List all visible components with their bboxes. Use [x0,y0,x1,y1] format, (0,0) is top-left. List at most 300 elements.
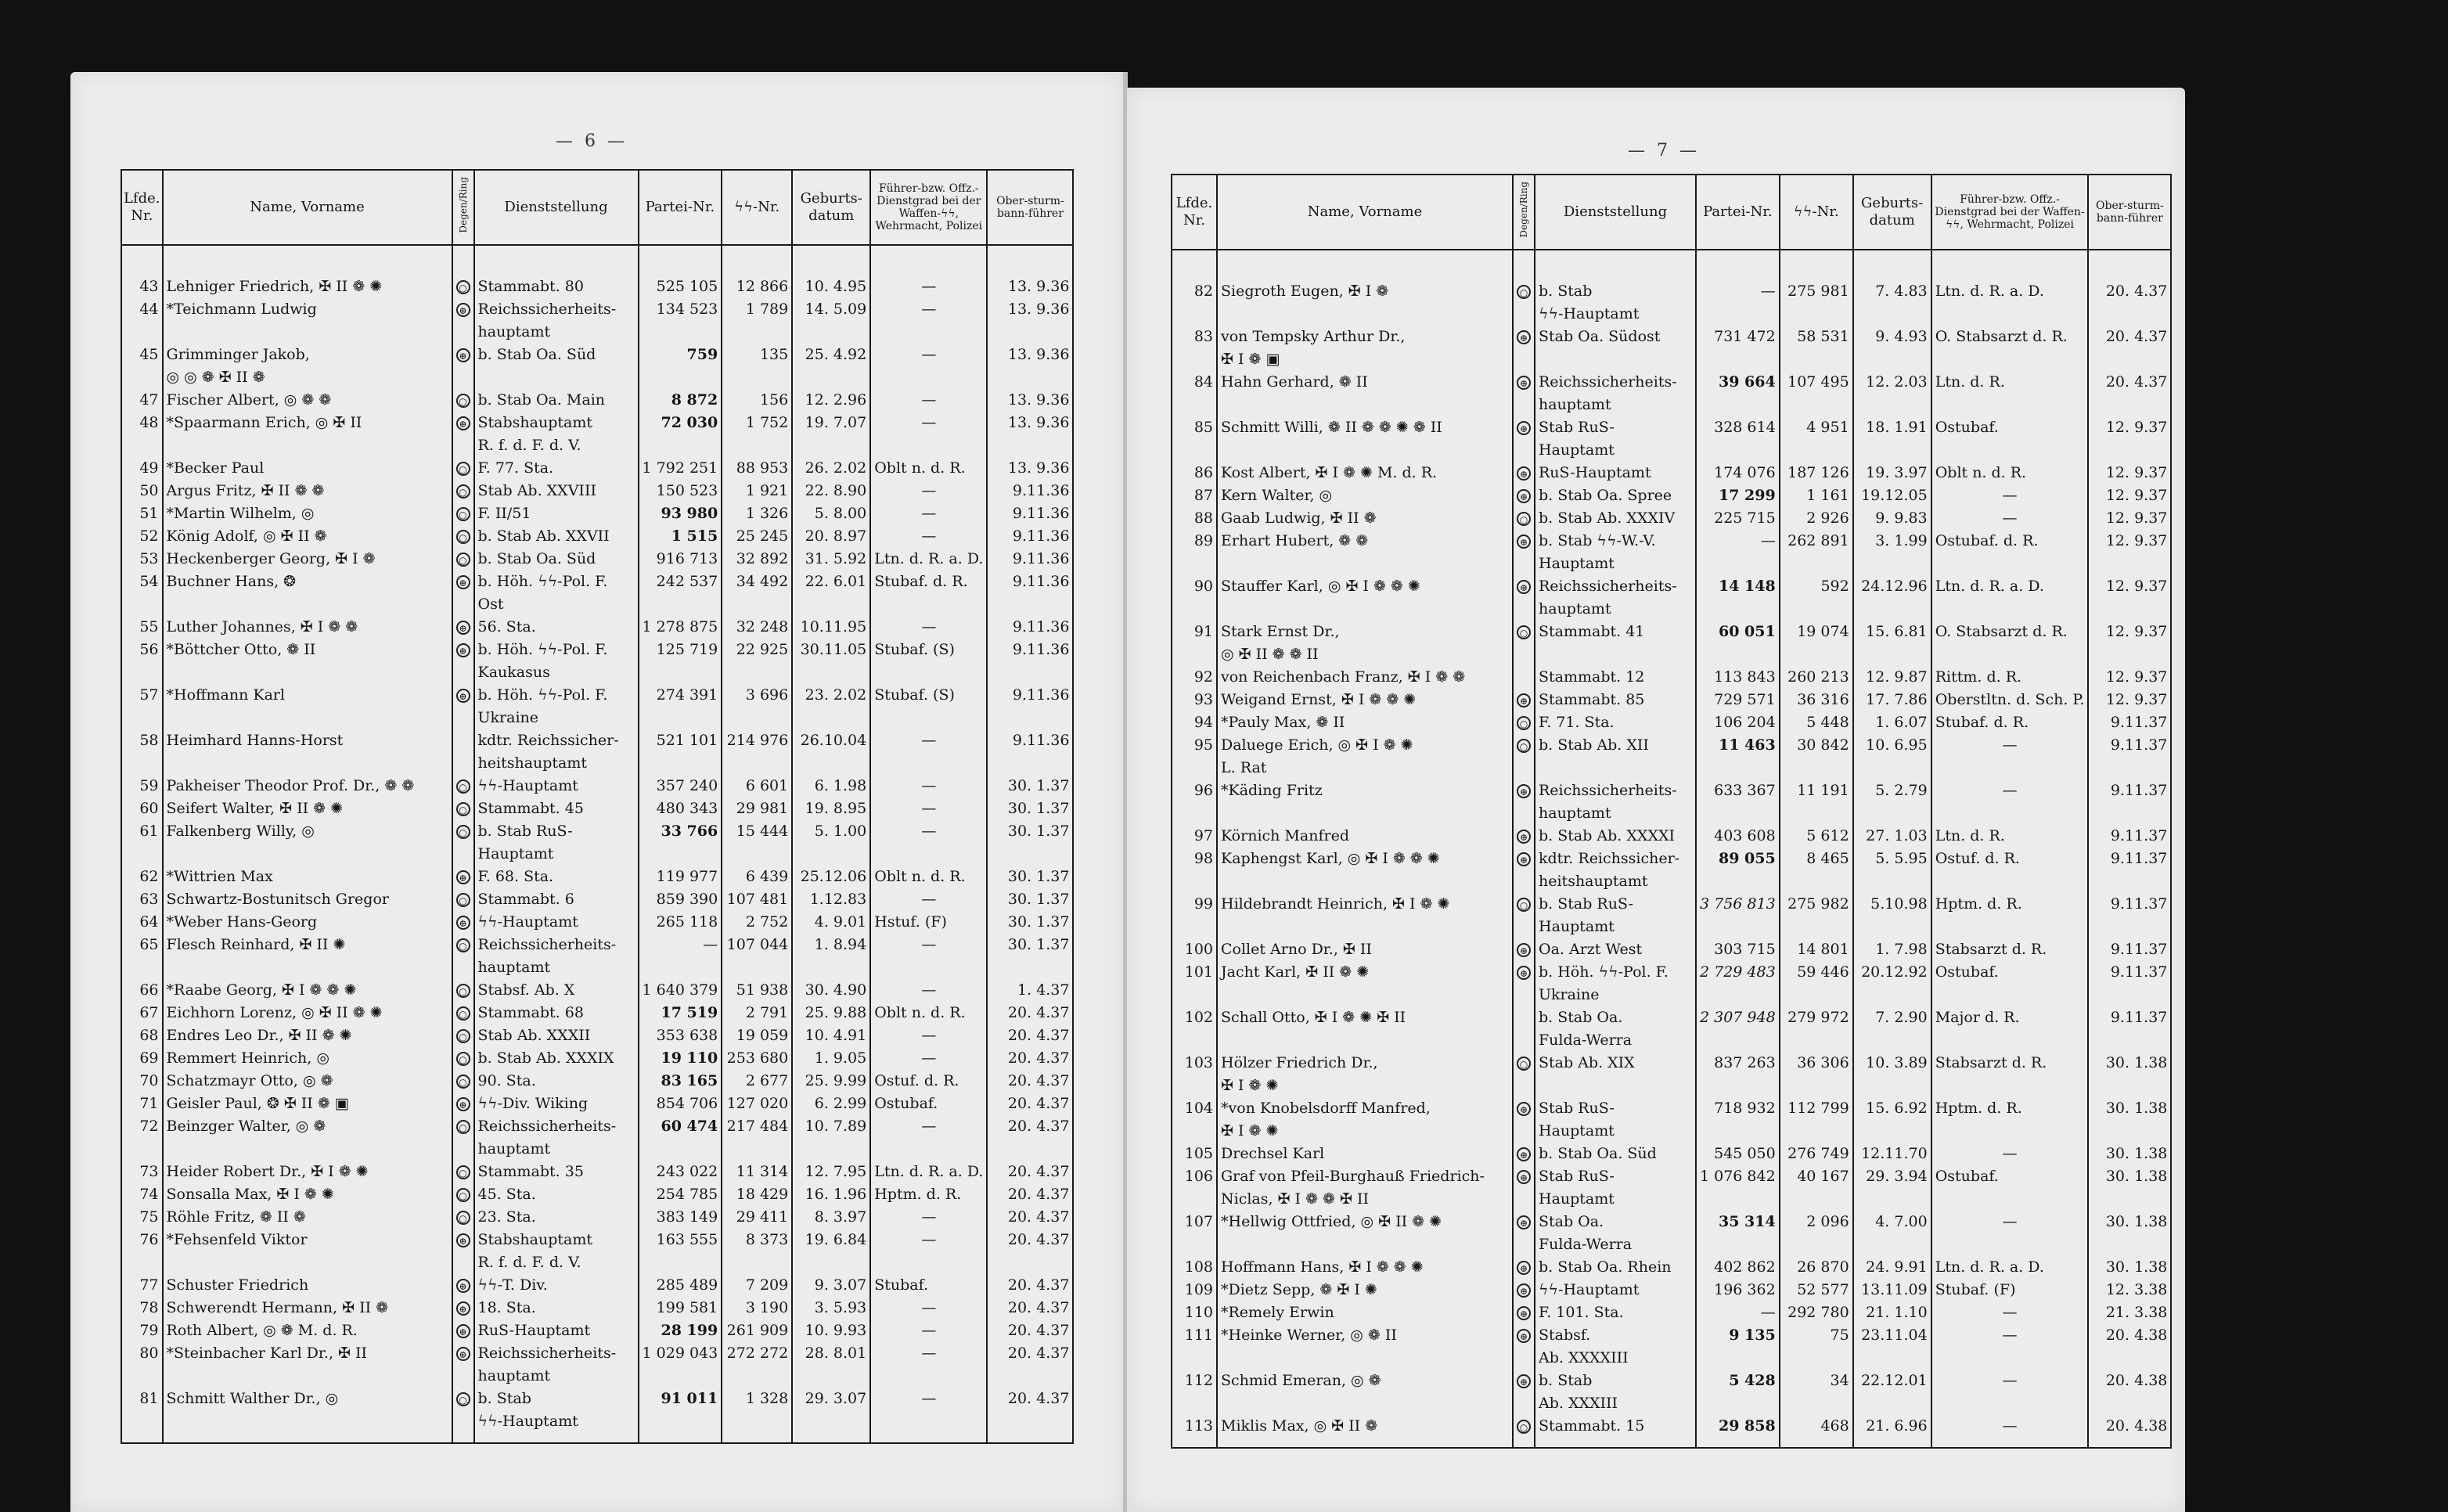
obersturmbannfuehrer-date: 9.11.37 [2088,938,2171,961]
dienststellung [474,684,639,729]
person-name [1217,1370,1513,1415]
partei-nr: — [1696,1301,1780,1324]
degen-ring-cell [452,639,474,684]
degen-ring-cell [1513,825,1535,848]
dienststellung [474,911,639,934]
degen-ring-cell [1513,1143,1535,1165]
table-row [121,1342,1073,1388]
degen-ring-cell [452,1024,474,1047]
degen-ring-cell [452,571,474,616]
person-name [163,480,452,502]
degen-ring-cell [452,775,474,797]
person-name [1217,1279,1513,1301]
ring-symbol-icon: ⊕ [1517,784,1531,798]
dienst-line: Hauptamt [1539,1122,1615,1139]
name-line: *Heinke Werner, ◎ ❁ II [1221,1327,1397,1344]
dienst-line: Stab Ab. XXVIII [477,482,596,499]
obersturmbannfuehrer-date: 12. 9.37 [2088,575,2171,621]
dienststellung [474,1070,639,1093]
ss-nr: 468 [1780,1415,1853,1438]
degen-ring-cell [1513,938,1535,961]
dienst-line: ϟϟ-Hauptamt [1539,1281,1640,1298]
obersturmbannfuehrer-date: 21. 3.38 [2088,1301,2171,1324]
partei-nr: 119 977 [639,866,722,888]
table-row [1172,779,2171,825]
geburtsdatum: 15. 6.81 [1853,621,1931,666]
ring-symbol-icon: ○ [456,779,470,794]
obersturmbannfuehrer-date: 30. 1.37 [987,934,1073,979]
obersturmbannfuehrer-date: 30. 1.38 [2088,1097,2171,1143]
name-line: Schall Otto, ✠ I ❁ ✺ ✠ II [1221,1009,1406,1026]
geburtsdatum: 4. 7.00 [1853,1211,1931,1256]
person-name [163,1161,452,1183]
dienst-line: Stammabt. 35 [477,1163,584,1180]
table-row [1172,484,2171,507]
ring-symbol-icon: ○ [456,893,470,907]
name-line: Schmid Emeran, ◎ ❁ [1221,1372,1381,1389]
person-name [163,1183,452,1206]
obersturmbannfuehrer-date: 1. 4.37 [987,979,1073,1002]
degen-ring-cell [1513,1052,1535,1097]
row-number: 84 [1172,371,1217,416]
dienstgrad: — [870,1206,987,1229]
ss-nr: 5 612 [1780,825,1853,848]
partei-nr: 113 843 [1696,666,1780,689]
degen-ring-cell [452,684,474,729]
name-line: Heimhard Hanns-Horst [166,732,344,749]
person-name [1217,689,1513,711]
dienstgrad: Stubaf. [870,1274,987,1297]
name-line: Schmitt Walther Dr., ◎ [166,1390,339,1407]
dienst-line: b. Stab [1539,283,1593,300]
ring-symbol-icon: ○ [456,1006,470,1021]
person-name [163,389,452,412]
partei-nr: 759 [639,344,722,389]
geburtsdatum: 1. 7.98 [1853,938,1931,961]
person-name [1217,530,1513,575]
partei-nr: 545 050 [1696,1143,1780,1165]
dienstgrad: — [870,502,987,525]
partei-nr: 134 523 [639,298,722,344]
ring-symbol-icon: ⊕ [456,348,470,362]
dienstgrad: — [1931,484,2089,507]
name-line: Grimminger Jakob, [166,346,310,363]
ss-nr: 1 752 [722,412,792,457]
name-line: König Adolf, ◎ ✠ II ❁ [166,527,327,545]
name-line: Drechsel Karl [1221,1145,1325,1162]
partei-nr: 916 713 [639,548,722,571]
dienststellung [474,525,639,548]
geburtsdatum: 28. 8.01 [792,1342,870,1388]
name-line: ✠ I ❁ ✺ [1221,1122,1279,1139]
obersturmbannfuehrer-date: 9.11.37 [2088,848,2171,893]
dienstgrad: Hptm. d. R. [1931,1097,2089,1143]
ss-nr: 8 465 [1780,848,1853,893]
geburtsdatum: 25. 9.99 [792,1070,870,1093]
dienststellung [474,275,639,298]
row-number: 51 [121,502,163,525]
geburtsdatum: 30.11.05 [792,639,870,684]
degen-ring-cell [452,1388,474,1433]
spacer-cell [2088,250,2171,280]
dienststellung [1535,1256,1696,1279]
header-ss-nr: ϟϟ-Nr. [722,170,792,245]
ring-symbol-icon: ⊕ [456,1233,470,1247]
ss-nr: 2 926 [1780,507,1853,530]
dienst-line: hauptamt [1539,600,1611,617]
obersturmbannfuehrer-date: 30. 1.38 [2088,1143,2171,1165]
obersturmbannfuehrer-date: 12. 9.37 [2088,484,2171,507]
spacer-cell [1535,250,1696,280]
person-name [163,1297,452,1319]
dienststellung [474,548,639,571]
geburtsdatum: 9. 3.07 [792,1274,870,1297]
ring-symbol-icon: ⊕ [1517,376,1531,390]
dienststellung [1535,893,1696,938]
dienst-line: kdtr. Reichssicher- [477,732,619,749]
ring-symbol-icon: ○ [456,484,470,499]
ring-symbol-icon: ⊕ [1517,1329,1531,1343]
ss-nr: 52 577 [1780,1279,1853,1301]
dienst-line: Stab RuS- [1539,1168,1615,1185]
dienststellung [1535,1415,1696,1438]
person-name [163,412,452,457]
degen-ring-cell [452,1274,474,1297]
dienst-line: Stabshauptamt [477,414,592,431]
dienstgrad: Ostuf. d. R. [1931,848,2089,893]
person-name [163,1093,452,1115]
dienst-line: Fulda-Werra [1539,1031,1633,1049]
dienstgrad: — [870,934,987,979]
person-name [163,525,452,548]
name-line: Kost Albert, ✠ I ❁ ✺ M. d. R. [1221,464,1438,481]
dienst-line: R. f. d. F. d. V. [477,437,581,454]
dienststellung [474,1297,639,1319]
spacer-cell [1696,250,1780,280]
row-number: 65 [121,934,163,979]
name-line: Miklis Max, ◎ ✠ II ❁ [1221,1417,1378,1435]
dienst-line: b. Stab Oa. Süd [477,346,596,363]
ss-nr: 8 373 [722,1229,792,1274]
dienstgrad: Oblt n. d. R. [870,457,987,480]
obersturmbannfuehrer-date: 30. 1.37 [987,820,1073,866]
ss-nr: 275 982 [1780,893,1853,938]
person-name [1217,1301,1513,1324]
dienst-line: kdtr. Reichssicher- [1539,850,1680,867]
ring-symbol-icon: ⊕ [1517,1306,1531,1320]
spacer-row [1172,250,2171,280]
name-line: Collet Arno Dr., ✠ II [1221,941,1372,958]
row-number: 50 [121,480,163,502]
name-line: Erhart Hubert, ❁ ❁ [1221,532,1369,549]
person-name [1217,280,1513,326]
ring-symbol-icon: ⊕ [456,1324,470,1338]
row-number: 62 [121,866,163,888]
dienst-line: Hauptamt [1539,441,1615,459]
name-line: ✠ I ❁ ▣ [1221,351,1280,368]
ss-nr: 6 601 [722,775,792,797]
ss-nr: 19 059 [722,1024,792,1047]
dienst-line: Stammabt. 12 [1539,668,1645,686]
name-line: Buchner Hans, ❂ [166,573,297,590]
ring-symbol-icon: ○ [1517,625,1531,639]
table-row [121,729,1073,775]
closing-cell [1513,1438,1535,1448]
spacer-cell [452,245,474,275]
obersturmbannfuehrer-date: 30. 1.37 [987,911,1073,934]
ring-symbol-icon: ⊕ [1517,1147,1531,1161]
dienststellung [474,1274,639,1297]
dienstgrad: Stubaf. (S) [870,639,987,684]
degen-ring-cell [1513,848,1535,893]
geburtsdatum: 15. 6.92 [1853,1097,1931,1143]
geburtsdatum: 25. 4.92 [792,344,870,389]
row-number: 99 [1172,893,1217,938]
geburtsdatum: 26.10.04 [792,729,870,775]
table-row [121,1070,1073,1093]
closing-cell [1853,1438,1931,1448]
degen-ring-cell [452,389,474,412]
ring-symbol-icon: ⊕ [456,643,470,657]
person-name [163,888,452,911]
dienststellung [474,729,639,775]
table-row [1172,1165,2171,1211]
dienstgrad: — [1931,1415,2089,1438]
partei-nr: 33 766 [639,820,722,866]
obersturmbannfuehrer-date: 9.11.37 [2088,779,2171,825]
geburtsdatum: 16. 1.96 [792,1183,870,1206]
person-name [1217,961,1513,1006]
ss-nr: 5 448 [1780,711,1853,734]
geburtsdatum: 13.11.09 [1853,1279,1931,1301]
dienstgrad: Stabsarzt d. R. [1931,938,2089,961]
person-name [163,1229,452,1274]
table-row [1172,1324,2171,1370]
row-number: 55 [121,616,163,639]
degen-ring-cell [452,1342,474,1388]
geburtsdatum: 9. 9.83 [1853,507,1931,530]
dienstgrad: Ltn. d. R. a. D. [870,1161,987,1183]
dienst-line: b. Stab Ab. XXVII [477,527,610,545]
partei-nr: 19 110 [639,1047,722,1070]
obersturmbannfuehrer-date: 20. 4.38 [2088,1370,2171,1415]
ss-nr: 4 951 [1780,416,1853,462]
ring-symbol-icon: ⊕ [456,689,470,703]
obersturmbannfuehrer-date: 30. 1.37 [987,888,1073,911]
obersturmbannfuehrer-date: 20. 4.37 [987,1047,1073,1070]
obersturmbannfuehrer-date: 13. 9.36 [987,298,1073,344]
dienststellung [474,1319,639,1342]
geburtsdatum: 12.11.70 [1853,1143,1931,1165]
row-number: 68 [121,1024,163,1047]
degen-ring-cell [1513,416,1535,462]
header-obersturmbannfuehrer: Ober-sturm-bann-führer [987,170,1073,245]
dienststellung [1535,848,1696,893]
person-name [1217,462,1513,484]
obersturmbannfuehrer-date: 20. 4.37 [2088,326,2171,371]
dienststellung [474,1388,639,1433]
ss-nr: 1 789 [722,298,792,344]
dienststellung [474,797,639,820]
geburtsdatum: 23. 2.02 [792,684,870,729]
dienststellung [1535,280,1696,326]
partei-nr: 5 428 [1696,1370,1780,1415]
obersturmbannfuehrer-date: 9.11.36 [987,616,1073,639]
partei-nr: 91 011 [639,1388,722,1433]
row-number: 52 [121,525,163,548]
dienststellung [1535,326,1696,371]
row-number: 88 [1172,507,1217,530]
table-row [1172,1006,2171,1052]
row-number: 80 [121,1342,163,1388]
name-line: Hölzer Friedrich Dr., [1221,1054,1378,1071]
person-name [163,1115,452,1161]
header-dienstgrad: Führer-bzw. Offz.-Dienstgrad bei der Waffen-ϟϟ, Wehrmacht, Polizei [870,170,987,245]
row-number: 93 [1172,689,1217,711]
row-number: 100 [1172,938,1217,961]
table-row [121,911,1073,934]
partei-nr: 1 640 379 [639,979,722,1002]
degen-ring-cell [452,1093,474,1115]
dienststellung [474,639,639,684]
dienstgrad: — [870,1229,987,1274]
dienst-line: Ab. XXXIII [1539,1395,1618,1412]
name-line: Hahn Gerhard, ❁ II [1221,373,1368,391]
row-number: 87 [1172,484,1217,507]
partei-nr: 1 792 251 [639,457,722,480]
person-name [163,820,452,866]
header-row [121,170,1073,245]
ss-nr: 15 444 [722,820,792,866]
obersturmbannfuehrer-date: 9.11.36 [987,502,1073,525]
degen-ring-cell [1513,711,1535,734]
dienstgrad: Major d. R. [1931,1006,2089,1052]
name-line: Luther Johannes, ✠ I ❁ ❁ [166,618,358,635]
table-row [1172,371,2171,416]
table-row [121,1161,1073,1183]
dienst-line: b. Stab Oa. Süd [477,550,596,567]
degen-ring-cell [1513,484,1535,507]
register-body [121,245,1073,1443]
dienstgrad: — [870,344,987,389]
geburtsdatum: 12. 2.03 [1853,371,1931,416]
geburtsdatum: 19. 7.07 [792,412,870,457]
name-line: *Steinbacher Karl Dr., ✠ II [166,1345,367,1362]
dienststellung [1535,507,1696,530]
degen-ring-cell [1513,734,1535,779]
obersturmbannfuehrer-date: 20. 4.37 [987,1183,1073,1206]
dienst-line: Ab. XXXXIII [1539,1349,1629,1366]
partei-nr: — [1696,530,1780,575]
ss-nr: 2 677 [722,1070,792,1093]
row-number: 77 [121,1274,163,1297]
ring-symbol-icon: ⊕ [1517,1374,1531,1388]
row-number: 102 [1172,1006,1217,1052]
dienststellung [1535,1324,1696,1370]
partei-nr: 285 489 [639,1274,722,1297]
dienststellung [1535,1052,1696,1097]
dienststellung [474,457,639,480]
obersturmbannfuehrer-date: 9.11.37 [2088,711,2171,734]
row-number: 95 [1172,734,1217,779]
person-name [1217,711,1513,734]
dienststellung [474,1093,639,1115]
dienststellung [1535,530,1696,575]
row-number: 43 [121,275,163,298]
person-name [163,1274,452,1297]
obersturmbannfuehrer-date: 9.11.36 [987,548,1073,571]
row-number: 81 [121,1388,163,1433]
row-number: 78 [121,1297,163,1319]
name-line: Fischer Albert, ◎ ❁ ❁ [166,391,332,409]
spacer-cell [1853,250,1931,280]
dienst-line: Reichssicherheits- [1539,782,1677,799]
obersturmbannfuehrer-date: 20. 4.37 [987,1342,1073,1388]
ss-nr: 22 925 [722,639,792,684]
ss-nr: 187 126 [1780,462,1853,484]
geburtsdatum: 20. 8.97 [792,525,870,548]
geburtsdatum: 9. 4.93 [1853,326,1931,371]
partei-nr: 125 719 [639,639,722,684]
row-number: 44 [121,298,163,344]
degen-ring-cell [1513,462,1535,484]
ss-nr: 107 044 [722,934,792,979]
geburtsdatum: 10. 9.93 [792,1319,870,1342]
degen-ring-cell [1513,507,1535,530]
obersturmbannfuehrer-date: 30. 1.38 [2088,1052,2171,1097]
partei-nr: 328 614 [1696,416,1780,462]
name-line: L. Rat [1221,759,1267,776]
obersturmbannfuehrer-date: 30. 1.38 [2088,1165,2171,1211]
obersturmbannfuehrer-date: 13. 9.36 [987,457,1073,480]
dienstgrad: Stubaf. (F) [1931,1279,2089,1301]
geburtsdatum: 27. 1.03 [1853,825,1931,848]
dienst-line: ϟϟ-T. Div. [477,1276,548,1294]
table-row [121,548,1073,571]
ss-nr: 40 167 [1780,1165,1853,1211]
geburtsdatum: 21. 6.96 [1853,1415,1931,1438]
dienststellung [474,616,639,639]
partei-nr: — [639,934,722,979]
person-name [163,797,452,820]
ss-nr: 217 484 [722,1115,792,1161]
page-number: — 6 — [556,131,628,151]
dienstgrad: — [1931,507,2089,530]
dienstgrad: — [870,729,987,775]
header-dienststellung: Dienststellung [474,170,639,245]
row-number: 57 [121,684,163,729]
obersturmbannfuehrer-date: 30. 1.37 [987,775,1073,797]
dienstgrad: — [870,1297,987,1319]
dienstgrad: Rittm. d. R. [1931,666,2089,689]
spacer-cell [1172,250,1217,280]
person-name [1217,666,1513,689]
dienststellung [1535,621,1696,666]
dienstgrad: Ltn. d. R. a. D. [1931,280,2089,326]
table-row [121,298,1073,344]
closing-cell [722,1433,792,1443]
name-line: Kern Walter, ◎ [1221,487,1333,504]
dienstgrad: Hptm. d. R. [870,1183,987,1206]
table-row [1172,825,2171,848]
person-name [163,934,452,979]
obersturmbannfuehrer-date: 30. 1.38 [2088,1256,2171,1279]
ss-nr: 88 953 [722,457,792,480]
partei-nr: 174 076 [1696,462,1780,484]
degen-ring-cell [452,1297,474,1319]
dienst-line: F. 71. Sta. [1539,714,1615,731]
person-name [163,1319,452,1342]
